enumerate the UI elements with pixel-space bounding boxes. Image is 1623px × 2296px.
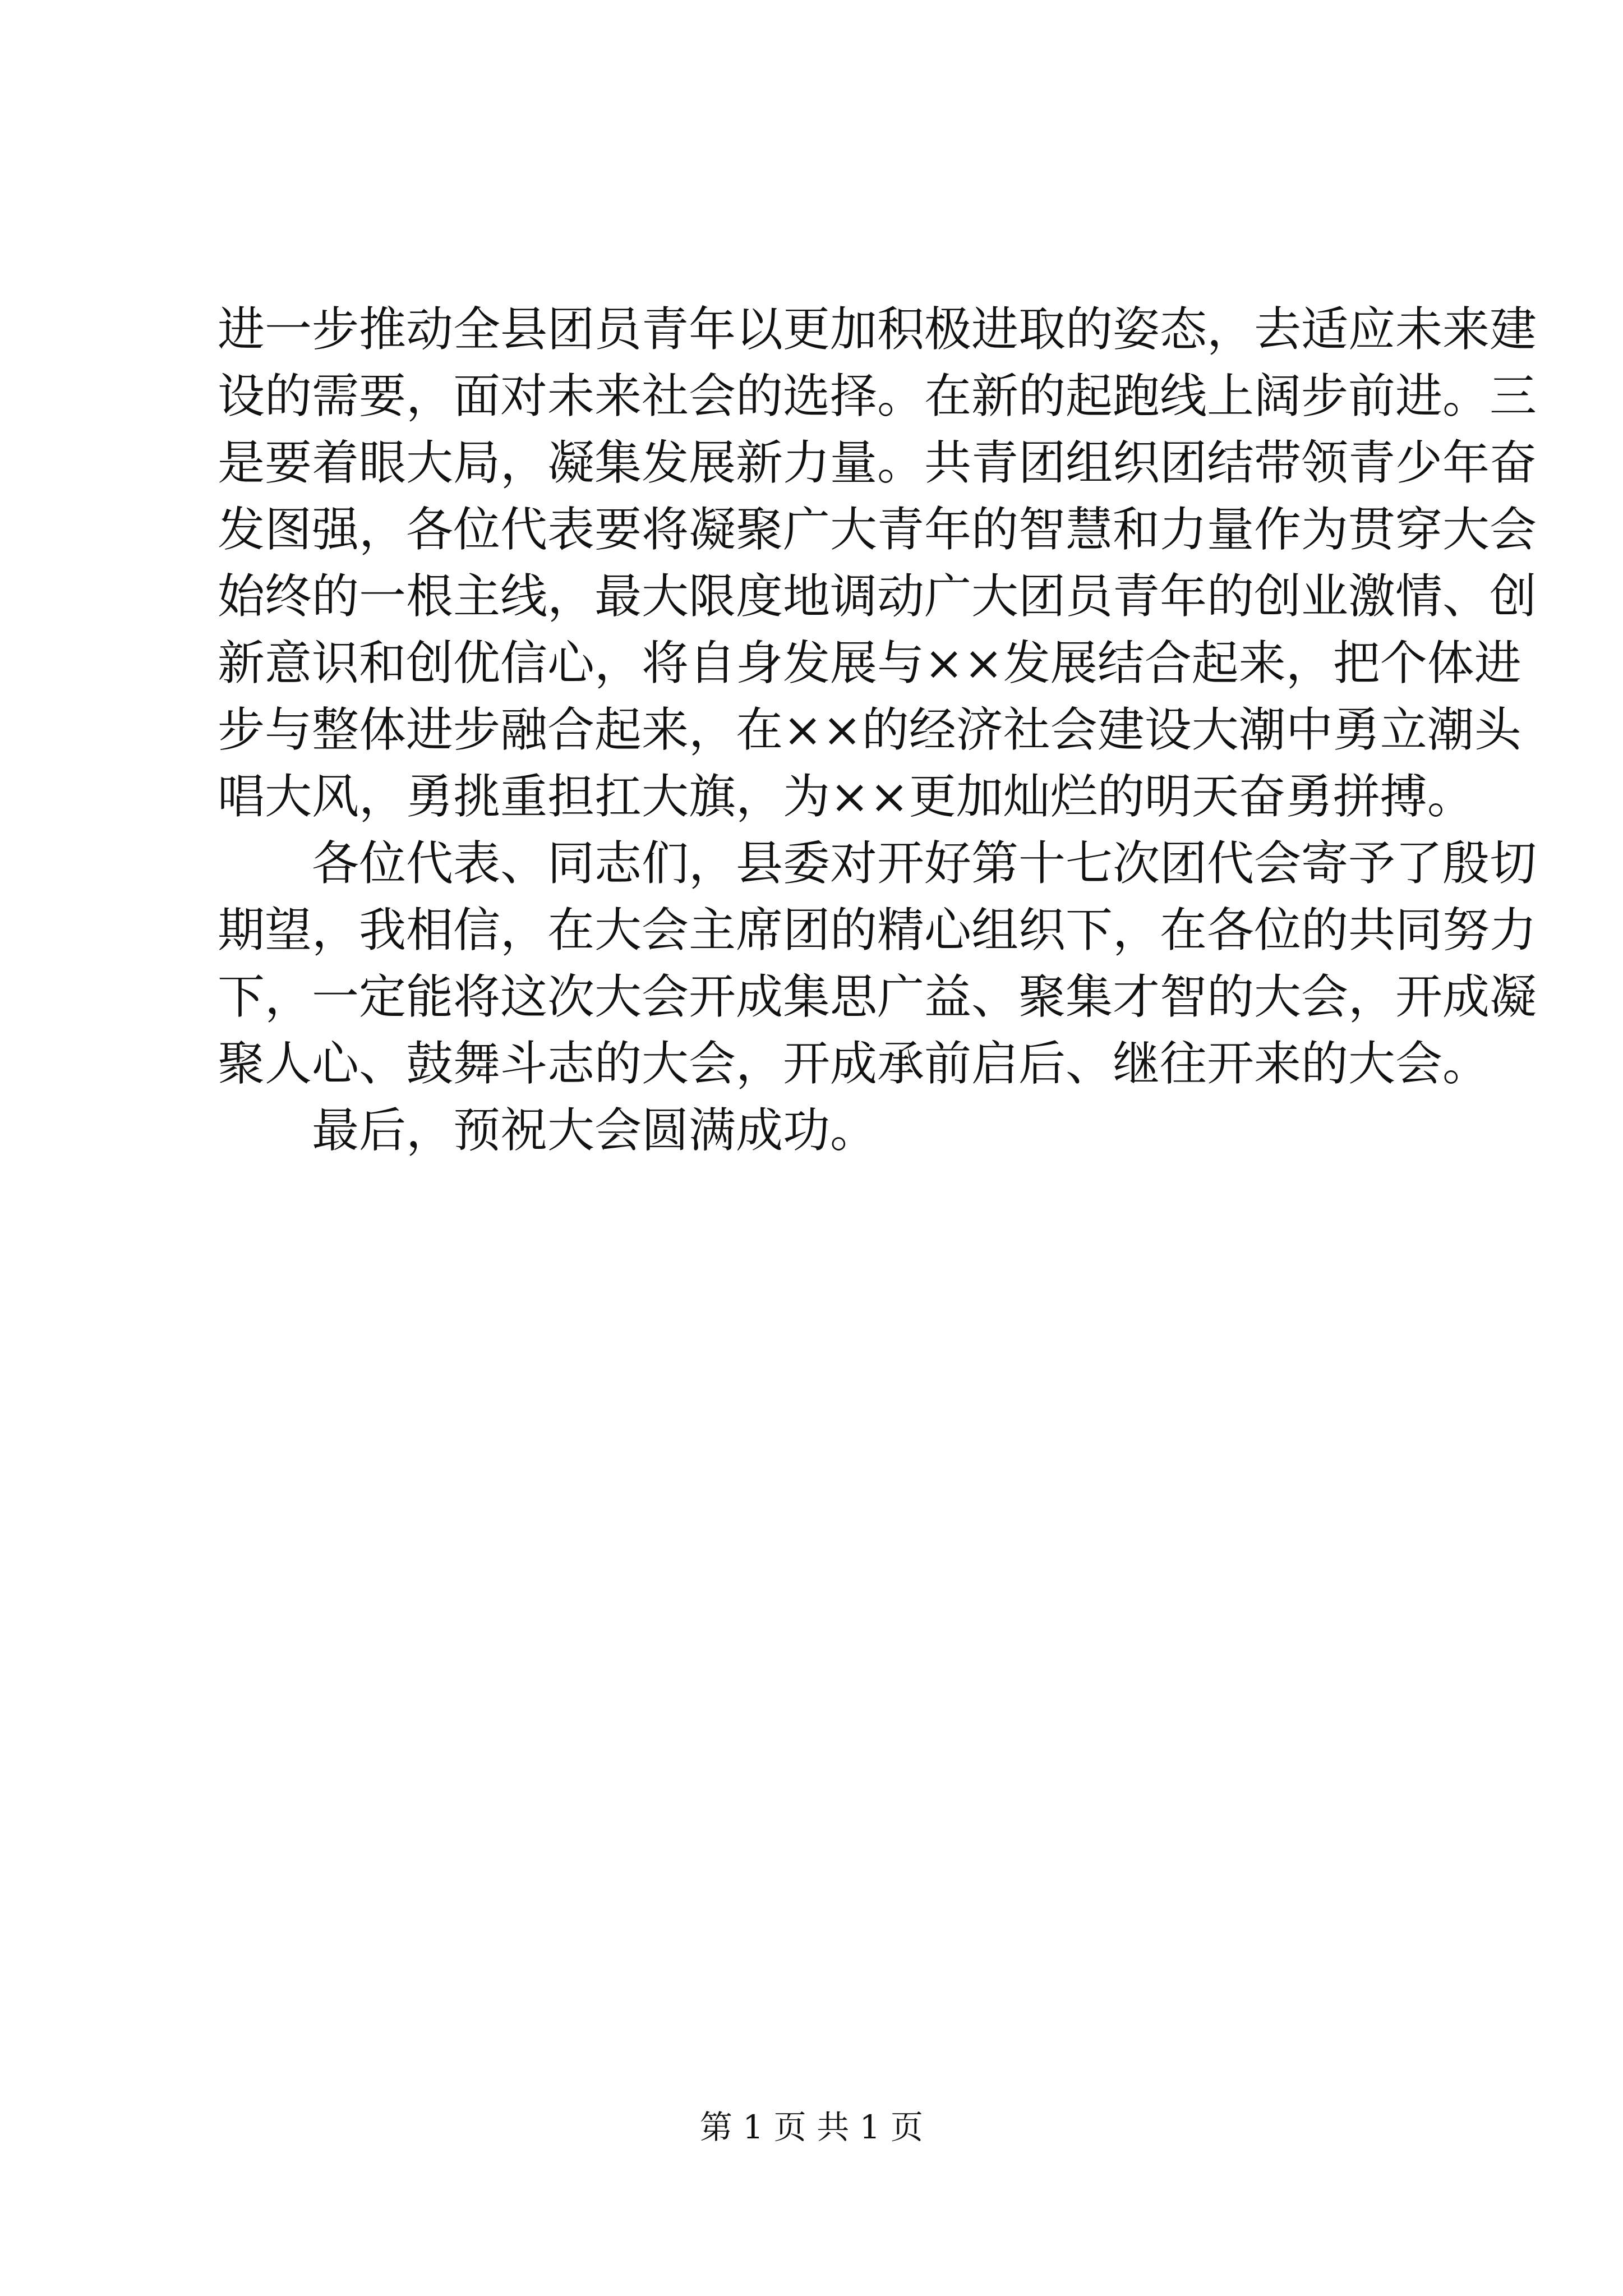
page-footer (0, 2105, 1623, 2150)
body-line: 聚人心、鼓舞斗志的大会，开成承前启后、继往开来的大会。 (218, 1036, 1490, 1091)
body-line: 发图强，各位代表要将凝聚广大青年的智慧和力量作为贯穿大会 (218, 502, 1537, 557)
page-number-label: 第 1 页 共 1 页 (700, 2108, 923, 2146)
body-line: 新意识和创优信心，将自身发展与××发展结合起来，把个体进 (218, 636, 1521, 691)
body-line: 是要着眼大局，凝集发展新力量。共青团组织团结带领青少年奋 (218, 435, 1537, 490)
body-line: 期望，我相信，在大会主席团的精心组织下，在各位的共同努力 (218, 903, 1537, 958)
body-line: 最后，预祝大会圆满成功。 (312, 1103, 878, 1158)
body-line: 唱大风，勇挑重担扛大旗，为××更加灿烂的明天奋勇拼搏。 (218, 769, 1474, 824)
body-line: 进一步推动全县团员青年以更加积极进取的姿态，去适应未来建 (218, 302, 1537, 357)
body-line: 始终的一根主线，最大限度地调动广大团员青年的创业激情、创 (218, 569, 1537, 624)
body-line: 下，一定能将这次大会开成集思广益、聚集才智的大会，开成凝 (218, 969, 1537, 1024)
body-line: 设的需要，面对未来社会的选择。在新的起跑线上阔步前进。三 (218, 369, 1537, 424)
body-line: 步与整体进步融合起来，在××的经济社会建设大潮中勇立潮头 (218, 702, 1521, 757)
document-body (218, 296, 1537, 1164)
body-line: 各位代表、同志们，县委对开好第十七次团代会寄予了殷切 (312, 836, 1537, 891)
